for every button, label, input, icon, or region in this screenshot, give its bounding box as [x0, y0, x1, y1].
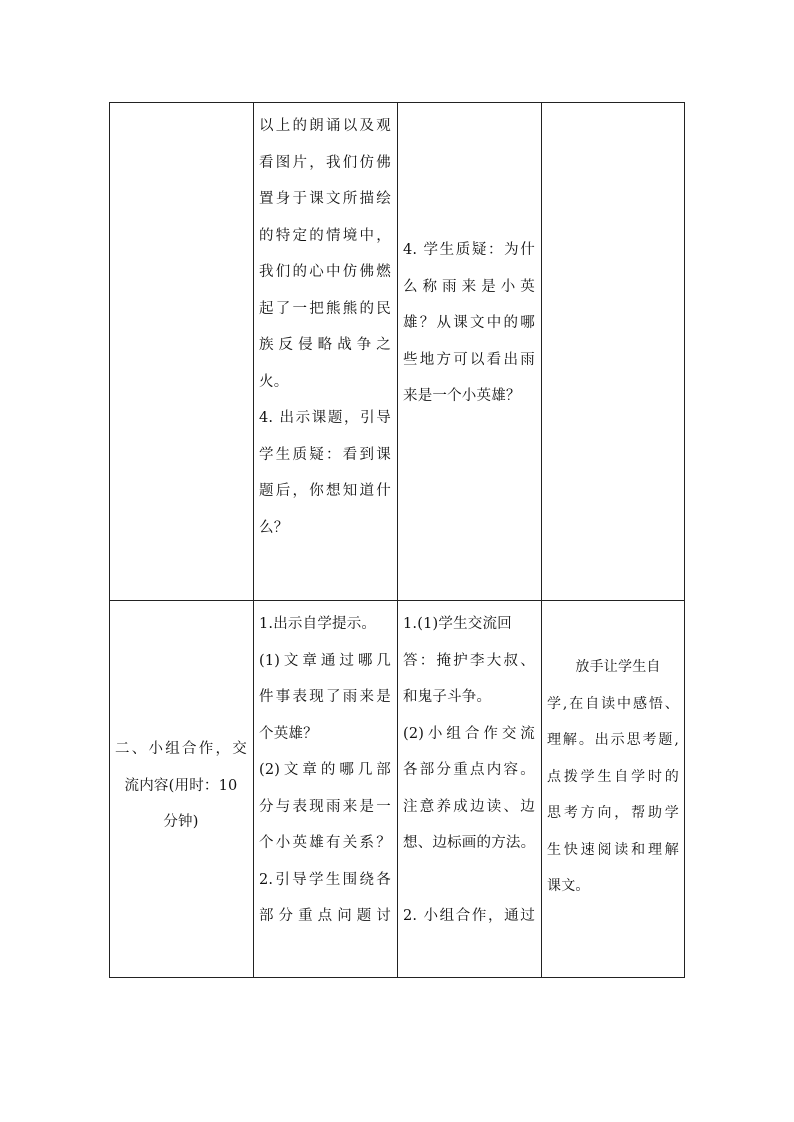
text-line: 放手让学生自	[547, 659, 661, 675]
text-line: 族反侵略战争之	[259, 337, 391, 353]
table-column-divider-3	[541, 102, 542, 978]
text-line: 流内容(用时：10	[124, 777, 238, 794]
text-line: 想、边标画的方法。	[403, 835, 536, 851]
text-line: 来是一个小英雄？	[403, 388, 521, 404]
table-border-left	[109, 102, 110, 978]
text-line: (2)小组合作交流	[403, 725, 535, 742]
text-line: 我们的心中仿佛燃	[259, 264, 391, 280]
row2-student-activity	[403, 606, 535, 935]
table-border-right	[684, 102, 685, 978]
row2-stage-title	[115, 731, 247, 841]
text-line	[403, 862, 535, 899]
text-line: 学生质疑：看到课	[259, 446, 391, 463]
text-line: 置身于课文所描绘	[259, 191, 391, 207]
text-line: 答：掩护李大叔、	[403, 652, 535, 669]
text-line: 1.出示自学提示。	[259, 616, 377, 632]
row2-teacher-activity	[259, 606, 391, 935]
text-line: 课文。	[547, 878, 590, 894]
text-line: 火。	[259, 373, 289, 390]
text-line: 些地方可以看出雨	[403, 351, 535, 368]
text-line: 以上的朗诵以及观	[259, 118, 391, 134]
text-line: 各部分重点内容。	[403, 762, 535, 778]
text-line: 起了一把熊熊的民	[259, 300, 391, 317]
text-line: 生快速阅读和理解	[547, 841, 679, 858]
table-border-top	[109, 102, 685, 103]
table-column-divider-2	[397, 102, 398, 978]
text-line: 思考方向，帮助学	[547, 805, 679, 821]
text-line: 1.(1)学生交流回	[403, 616, 512, 632]
text-line: 个英雄？	[259, 725, 318, 742]
text-line: 学,在自读中感悟、	[547, 695, 679, 712]
table-row-divider	[109, 600, 685, 601]
text-line: 2. 小组合作，通过	[403, 908, 535, 924]
text-line: 么称雨来是小英	[403, 278, 535, 295]
text-line: 的特定的情境中，	[259, 227, 391, 244]
text-line: 雄？从课文中的哪	[403, 315, 535, 331]
text-line: 分与表现雨来是一	[259, 798, 391, 815]
text-line: 和鬼子斗争。	[403, 689, 492, 705]
text-line: 分钟)	[163, 814, 199, 830]
text-line: 看图片，我们仿佛	[259, 154, 391, 171]
row1-student-activity	[403, 232, 535, 415]
lesson-plan-table	[109, 102, 685, 978]
row2-design-intent	[547, 649, 679, 905]
table-column-divider-1	[253, 102, 254, 978]
text-line: 4. 学生质疑：为什	[403, 242, 535, 258]
text-line: 4. 出示课题，引导	[259, 410, 391, 426]
text-line: 件事表现了雨来是	[259, 689, 391, 705]
text-line: 理解。出示思考题,	[547, 732, 679, 748]
row1-teacher-activity	[259, 108, 391, 546]
table-border-bottom	[109, 977, 685, 978]
text-line: 点拨学生自学时的	[547, 768, 679, 785]
text-line: 个小英雄有关系？	[259, 835, 391, 851]
text-line: 二、小组合作，交	[115, 741, 247, 757]
text-line: 题后，你想知道什	[259, 483, 391, 499]
text-line: (2)文章的哪几部	[259, 762, 391, 778]
text-line: 2.引导学生围绕各	[259, 871, 391, 888]
text-line: 注意养成边读、边	[403, 798, 535, 815]
text-line: 么？	[259, 519, 289, 536]
text-line: 部分重点问题讨	[259, 908, 391, 924]
text-line: (1)文章通过哪几	[259, 652, 391, 669]
